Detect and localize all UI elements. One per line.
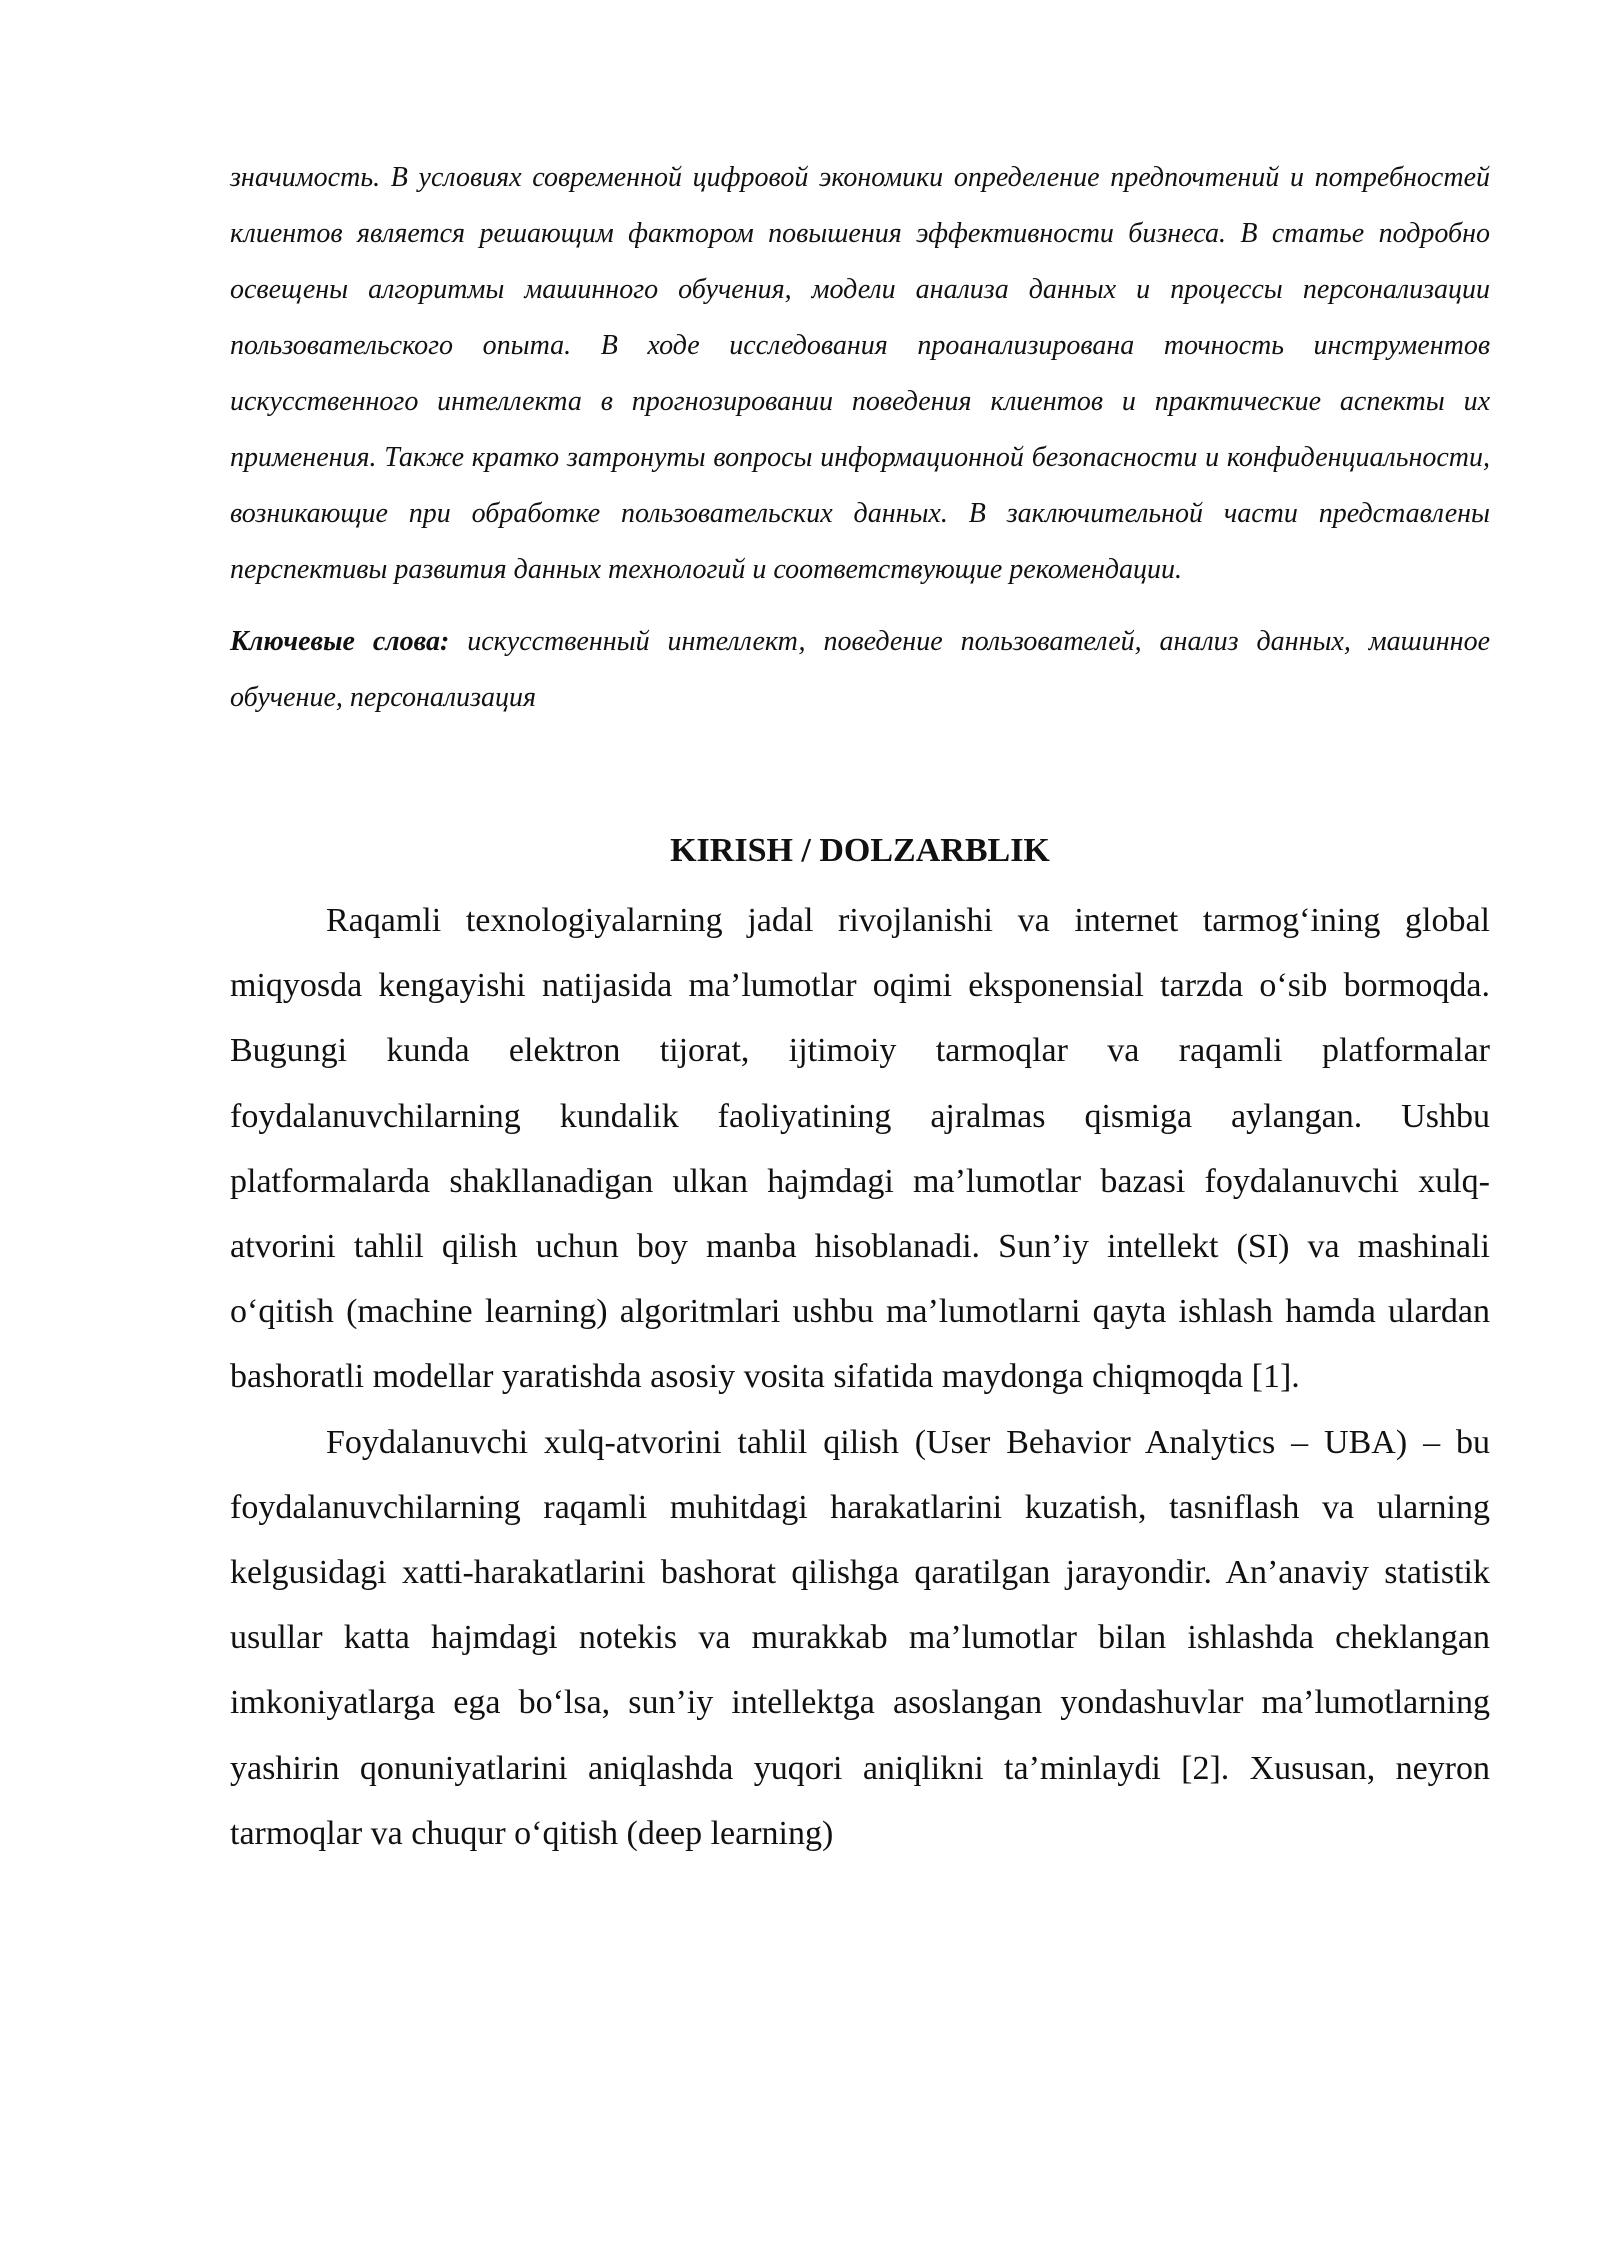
body-paragraph: Raqamli texnologiyalarning jadal rivojlanishi va internet tarmog‘ining global miqyosda kengayishi natijasida ma’lumotlar oqimi eksponensial tarzda o‘sib bormoqda. Bugungi kunda elektron tijorat, ijtimoiy tarmoqlar va raqamli platformalar foydalanuvchilarning kundalik faoliyatining ajralmas qismiga aylangan. Ushbu platformalarda shakllanadigan ulkan hajmdagi ma’lumotlar bazasi foydalanuvchi xulq-atvorini tahlil qilish uchun boy manba hisoblanadi. Sun’iy intellekt (SI) va mashinali o‘qitish (machine learning) algoritmlari ushbu ma’lumotlarni qayta ishlash hamda ulardan bashoratli modellar yaratishda asosiy vosita sifatida maydonga chiqmoqda [1]. [230, 902, 1490, 1396]
keywords-label: Ключевые слова: [230, 626, 450, 657]
body-paragraph: Foydalanuvchi xulq-atvorini tahlil qilish (User Behavior Analytics – UBA) – bu foydalanuvchilarning raqamli muhitdagi harakatlarini kuzatish, tasniflash va ularning kelgusidagi xatti-harakatlarini bashorat qilishga qaratilgan jarayondir. An’anaviy statistik usullar katta hajmdagi notekis va murakkab ma’lumotlar bilan ishlashda cheklangan imkoniyatlarga ega bo‘lsa, sun’iy intellektga asoslangan yondashuvlar ma’lumotlarning yashirin qonuniyatlarini aniqlashda yuqori aniqlikni ta’minlaydi [2]. Xususan, neyron tarmoqlar va chuqur o‘qitish (deep learning) [230, 1423, 1490, 1852]
keywords-text: искусственный интеллект, поведение пользователей, анализ данных, машинное обучение, персонализация [230, 626, 1491, 713]
keywords-paragraph [230, 614, 1490, 726]
document-page [230, 150, 1490, 1866]
abstract-paragraph: значимость. В условиях современной цифровой экономики определение предпочтений и потребностей клиентов является решающим фактором повышения эффективности бизнеса. В статье подробно освещены алгоритмы машинного обучения, модели анализа данных и процессы персонализации пользовательского опыта. В ходе исследования проанализирована точность инструментов искусственного интеллекта в прогнозировании поведения клиентов и практические аспекты их применения. Также кратко затронуты вопросы информационной безопасности и конфиденциальности, возникающие при обработке пользовательских данных. В заключительной части представлены перспективы развития данных технологий и соответствующие рекомендации. [230, 162, 1490, 585]
section-title: KIRISH / DOLZARBLIK [670, 832, 1050, 869]
